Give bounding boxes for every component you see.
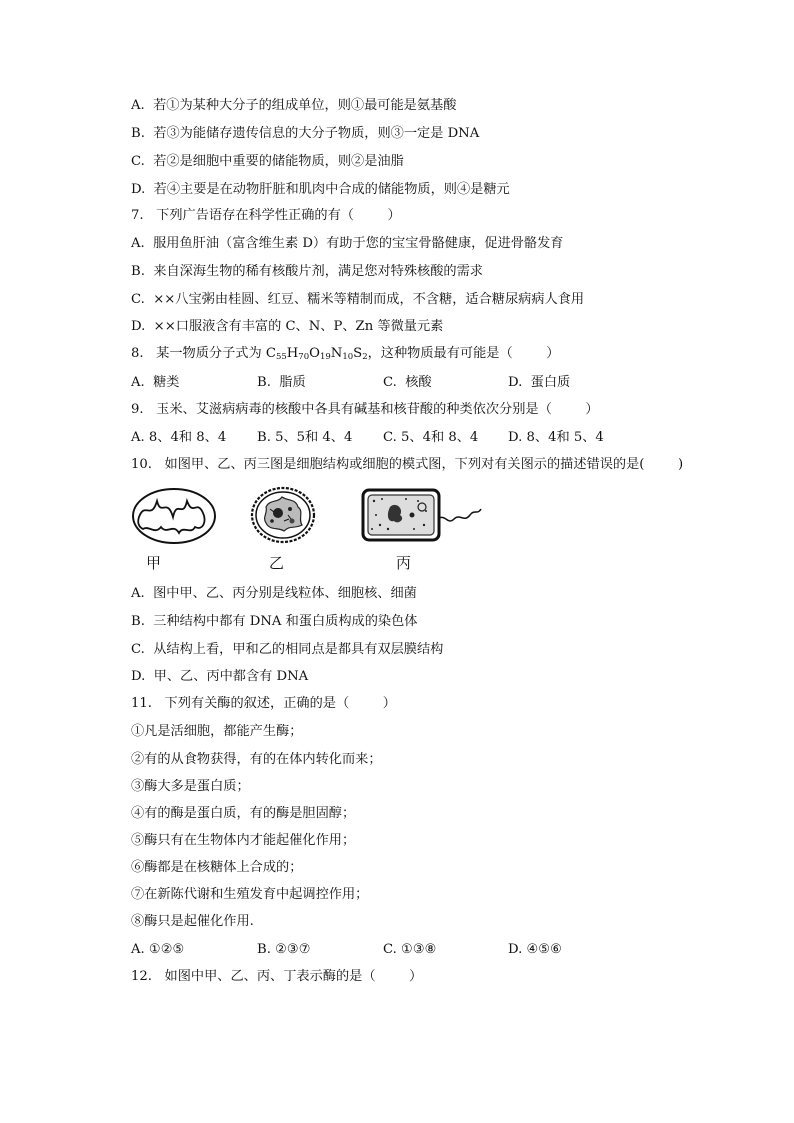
q8-sub-h: 70 <box>298 352 310 362</box>
q10-option-a: A. 图中甲、乙、丙分别是线粒体、细胞核、细菌 <box>131 586 417 601</box>
q7-option-c: C. ××八宝粥由桂圆、红豆、糯米等精制而成，不含糖，适合糖尿病病人食用 <box>131 292 585 307</box>
q8-s: S <box>353 346 363 361</box>
q10-option-b: B. 三种结构中都有 DNA 和蛋白质构成的染色体 <box>131 614 418 629</box>
q6-option-d: D. 若④主要是在动物肝脏和肌肉中合成的储能物质，则④是糖元 <box>131 182 510 197</box>
q11-item-3: ③酶大多是蛋白质； <box>131 779 250 794</box>
q11-stem: 11. 下列有关酶的叙述，正确的是（ ） <box>131 696 396 711</box>
q9-option-d: D. 8、4和 5、4 <box>508 430 604 445</box>
q9-options <box>131 429 631 447</box>
q10-stem: 10. 如图甲、乙、丙三图是细胞结构或细胞的模式图，下列对有关图示的描述错误的是( ) <box>131 457 684 472</box>
q8-sub-c: 55 <box>275 352 287 362</box>
q12-stem: 12. 如图中甲、乙、丙、丁表示酶的是（ ） <box>131 969 423 984</box>
bacterium-figure <box>360 485 482 545</box>
figure-label-bing: 丙 <box>396 554 412 572</box>
q9-option-b: B. 5、5和 4、4 <box>257 430 353 445</box>
q8-o: O <box>309 346 320 361</box>
q8-option-d: D. 蛋白质 <box>508 375 571 390</box>
q11-item-7: ⑦在新陈代谢和生殖发育中起调控作用； <box>131 887 369 902</box>
q8-sub-o: 19 <box>319 352 331 362</box>
q8-option-c: C. 核酸 <box>383 375 432 390</box>
q8-options <box>131 374 631 392</box>
q11-option-c: C. ①③⑧ <box>383 942 437 957</box>
q8-n: N <box>330 346 343 361</box>
q8-stem <box>131 345 559 363</box>
q8-stem-prefix: 8. 某一物质分子式为 C <box>131 346 276 361</box>
q8-option-a: A. 糖类 <box>131 375 180 390</box>
figure-label-yi: 乙 <box>269 554 285 572</box>
q9-stem: 9. 玉米、艾滋病病毒的核酸中各具有碱基和核苷酸的种类依次分别是（ ） <box>131 402 599 417</box>
mitochondrion-figure <box>131 487 217 545</box>
q11-item-8: ⑧酶只是起催化作用. <box>131 914 254 929</box>
q11-options <box>131 941 631 959</box>
q11-item-1: ①凡是活细胞，都能产生酶； <box>131 724 303 739</box>
q11-item-4: ④有的酶是蛋白质，有的酶是胆固醇； <box>131 806 356 821</box>
q11-item-5: ⑤酶只有在生物体内才能起催化作用； <box>131 833 356 848</box>
q11-option-d: D. ④⑤⑥ <box>508 942 562 957</box>
q9-option-a: A. 8、4和 8、4 <box>131 430 227 445</box>
q11-item-2: ②有的从食物获得，有的在体内转化而来； <box>131 752 382 767</box>
q6-option-b: B. 若③为能储存遗传信息的大分子物质，则③一定是 DNA <box>131 126 480 141</box>
q7-stem: 7. 下列广告语存在科学性正确的有（ ） <box>131 208 401 223</box>
figure-label-jia: 甲 <box>146 554 162 572</box>
q11-item-6: ⑥酶都是在核糖体上合成的； <box>131 860 303 875</box>
q8-sub-n: 10 <box>342 352 354 362</box>
q11-option-b: B. ②③⑦ <box>257 942 311 957</box>
q8-stem-suffix: ，这种物质最有可能是（ ） <box>367 346 560 361</box>
q11-option-a: A. ①②⑤ <box>131 942 185 957</box>
nucleus-figure <box>248 485 318 545</box>
q10-option-d: D. 甲、乙、丙中都含有 DNA <box>131 669 309 684</box>
q9-option-c: C. 5、4和 8、4 <box>383 430 479 445</box>
q6-option-c: C. 若②是细胞中重要的储能物质，则②是油脂 <box>131 154 404 169</box>
q6-option-a: A. 若①为某种大分子的组成单位，则①最可能是氨基酸 <box>131 98 457 113</box>
q7-option-a: A. 服用鱼肝油（富含维生素 D）有助于您的宝宝骨骼健康，促进骨骼发育 <box>131 236 564 251</box>
q8-h: H <box>286 346 299 361</box>
q10-option-c: C. 从结构上看，甲和乙的相同点是都具有双层膜结构 <box>131 642 444 657</box>
q8-sub-s: 2 <box>362 352 368 362</box>
q7-option-d: D. ××口服液含有丰富的 C、N、P、Zn 等微量元素 <box>131 319 444 334</box>
q8-option-b: B. 脂质 <box>257 375 306 390</box>
q7-option-b: B. 来自深海生物的稀有核酸片剂，满足您对特殊核酸的需求 <box>131 264 483 279</box>
